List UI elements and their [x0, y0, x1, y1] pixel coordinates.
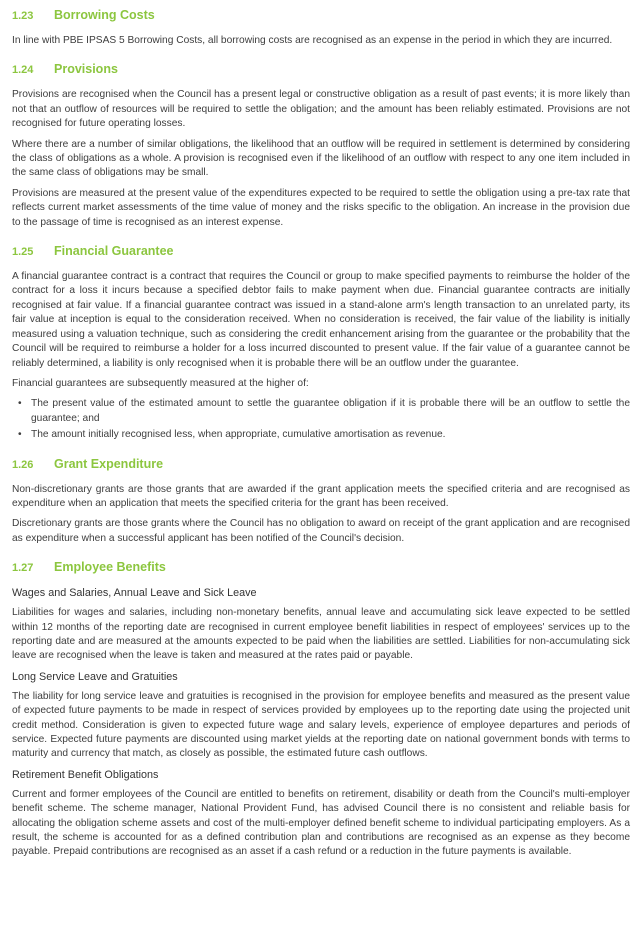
bullet-icon: •: [18, 429, 22, 441]
section-financial-guarantee: [12, 242, 630, 454]
list-item: [12, 397, 630, 426]
paragraph: In line with PBE IPSAS 5 Borrowing Costs, all borrowing costs are recognised as an expense in the period in which they are incurred.: [12, 35, 613, 46]
subsection-title: Wages and Salaries, Annual Leave and Sick Leave: [12, 587, 257, 600]
section-number: 1.23: [12, 10, 34, 22]
section-heading: [12, 558, 630, 576]
bullet-icon: •: [18, 398, 22, 410]
list-item-text: The amount initially recognised less, when appropriate, cumulative amortisation as revenue.: [31, 429, 446, 441]
subsection-title: Long Service Leave and Gratuities: [12, 670, 178, 683]
paragraph: Liabilities for wages and salaries, including non-monetary benefits, annual leave and accumulating sick leave expected to be settled within 12 months of the reporting date are recognised in current employee benefit liabilities in respect of employees' services up to the reporting date and are measured at the amounts expected to be paid when the liabilities are settled. Liabilities for non-accumulating sick leave are recognised when the leave is taken and measured at the rates paid or payable.: [12, 607, 630, 662]
paragraph: Provisions are recognised when the Council has a present legal or constructive obligation as a result of past events; it is more likely than not that an outflow of resources will be required to settle the obligation; and the amount has been reliably estimated. Provisions are not recognised for future operating losses.: [12, 89, 630, 130]
section-heading: [12, 242, 630, 260]
section-employee-benefits: [12, 558, 630, 860]
section-heading: [12, 455, 630, 473]
paragraph: A financial guarantee contract is a contract that requires the Council or group to make specified payments to reimburse the holder of the contract for a loss it incurs because a specified debtor fails to make payment when due. Financial guarantee contracts are initially recognised at fair value. If a financial guarantee contract was issued in a stand-alone arm's length transaction to an unrelated party, its fair value at inception is equal to the consideration received. When no consideration is received, the fair value of the liability is initially measured using a valuation technique, such as considering the credit enhancement arising from the guarantee or the probability that the Council will be required to reimburse a holder for a loss incurred discounted to present value. If the fair value of a guarantee cannot be reliably determined, a liability is only recognised when it is probable there will be an outflow under the guarantee.: [12, 271, 630, 369]
subsection-title: Retirement Benefit Obligations: [12, 768, 159, 781]
section-title: Borrowing Costs: [54, 8, 155, 22]
paragraph: Provisions are measured at the present value of the expenditures expected to be required to settle the obligation using a pre-tax rate that reflects current market assessments of the time value of money and the risks specific to the obligation. An increase in the provision due to the passage of time is recognised as an interest expense.: [12, 187, 630, 228]
section-number: 1.25: [12, 246, 34, 259]
paragraph: Financial guarantees are subsequently measured at the higher of:: [12, 377, 309, 389]
paragraph: Non-discretionary grants are those grants that are awarded if the grant application meets the specified criteria and are recognised as expenditure when an application that meets the specified criteria for the grant has been received.: [12, 483, 630, 509]
section-grant-expenditure: [12, 455, 630, 559]
section-title: Employee Benefits: [54, 560, 166, 575]
paragraph: The liability for long service leave and gratuities is recognised in the provision for employee benefits and measured as the present value of expected future payments to be made in respect of services provided by employees up to the reporting date using the projected unit credit method. Consideration is given to expected future wage and salary levels, experience of employee departures and periods of service. Expected future payments are discounted using market yields at the reporting date on national government bonds with terms to maturity and currency that match, as closely as possible, the estimated future cash outflows.: [12, 690, 630, 760]
section-title: Financial Guarantee: [54, 244, 174, 259]
section-title: Provisions: [54, 62, 118, 77]
section-heading: [12, 6, 630, 24]
bullet-list: [12, 397, 630, 442]
section-number: 1.27: [12, 562, 34, 575]
paragraph: Where there are a number of similar obligations, the likelihood that an outflow will be required in settlement is determined by considering the class of obligations as a whole. A provision is recognised even if the likelihood of an outflow with respect to any one item included in the same class of obligations may be small.: [12, 138, 630, 179]
paragraph: Discretionary grants are those grants where the Council has no obligation to award on receipt of the grant application and are recognised as expenditure when a successful applicant has been notified of the Council's decision.: [12, 518, 630, 544]
paragraph: Current and former employees of the Council are entitled to benefits on retirement, disability or death from the Council's multi-employer benefit scheme. The scheme manager, National Provident Fund, has advised Council there is no consistent and reliable basis for allocating the obligation scheme assets and cost of the multi-employer defined benefit scheme to individual participating employers. As a result, the scheme is accounted for as a defined contribution plan and contributions are recognised as an expense as they become payable. Prepaid contributions are recognised as an asset if a cash refund or a reduction in the future payments is available.: [12, 788, 630, 858]
section-borrowing-costs: [12, 6, 630, 60]
section-heading: [12, 60, 630, 78]
section-provisions: [12, 60, 630, 242]
section-number: 1.26: [12, 458, 34, 471]
section-title: Grant Expenditure: [54, 456, 164, 471]
section-number: 1.24: [12, 64, 34, 77]
list-item-text: The present value of the estimated amount to settle the guarantee obligation if it is probable there will be an outflow to settle the guarantee; and: [31, 398, 630, 424]
list-item: [12, 428, 630, 442]
